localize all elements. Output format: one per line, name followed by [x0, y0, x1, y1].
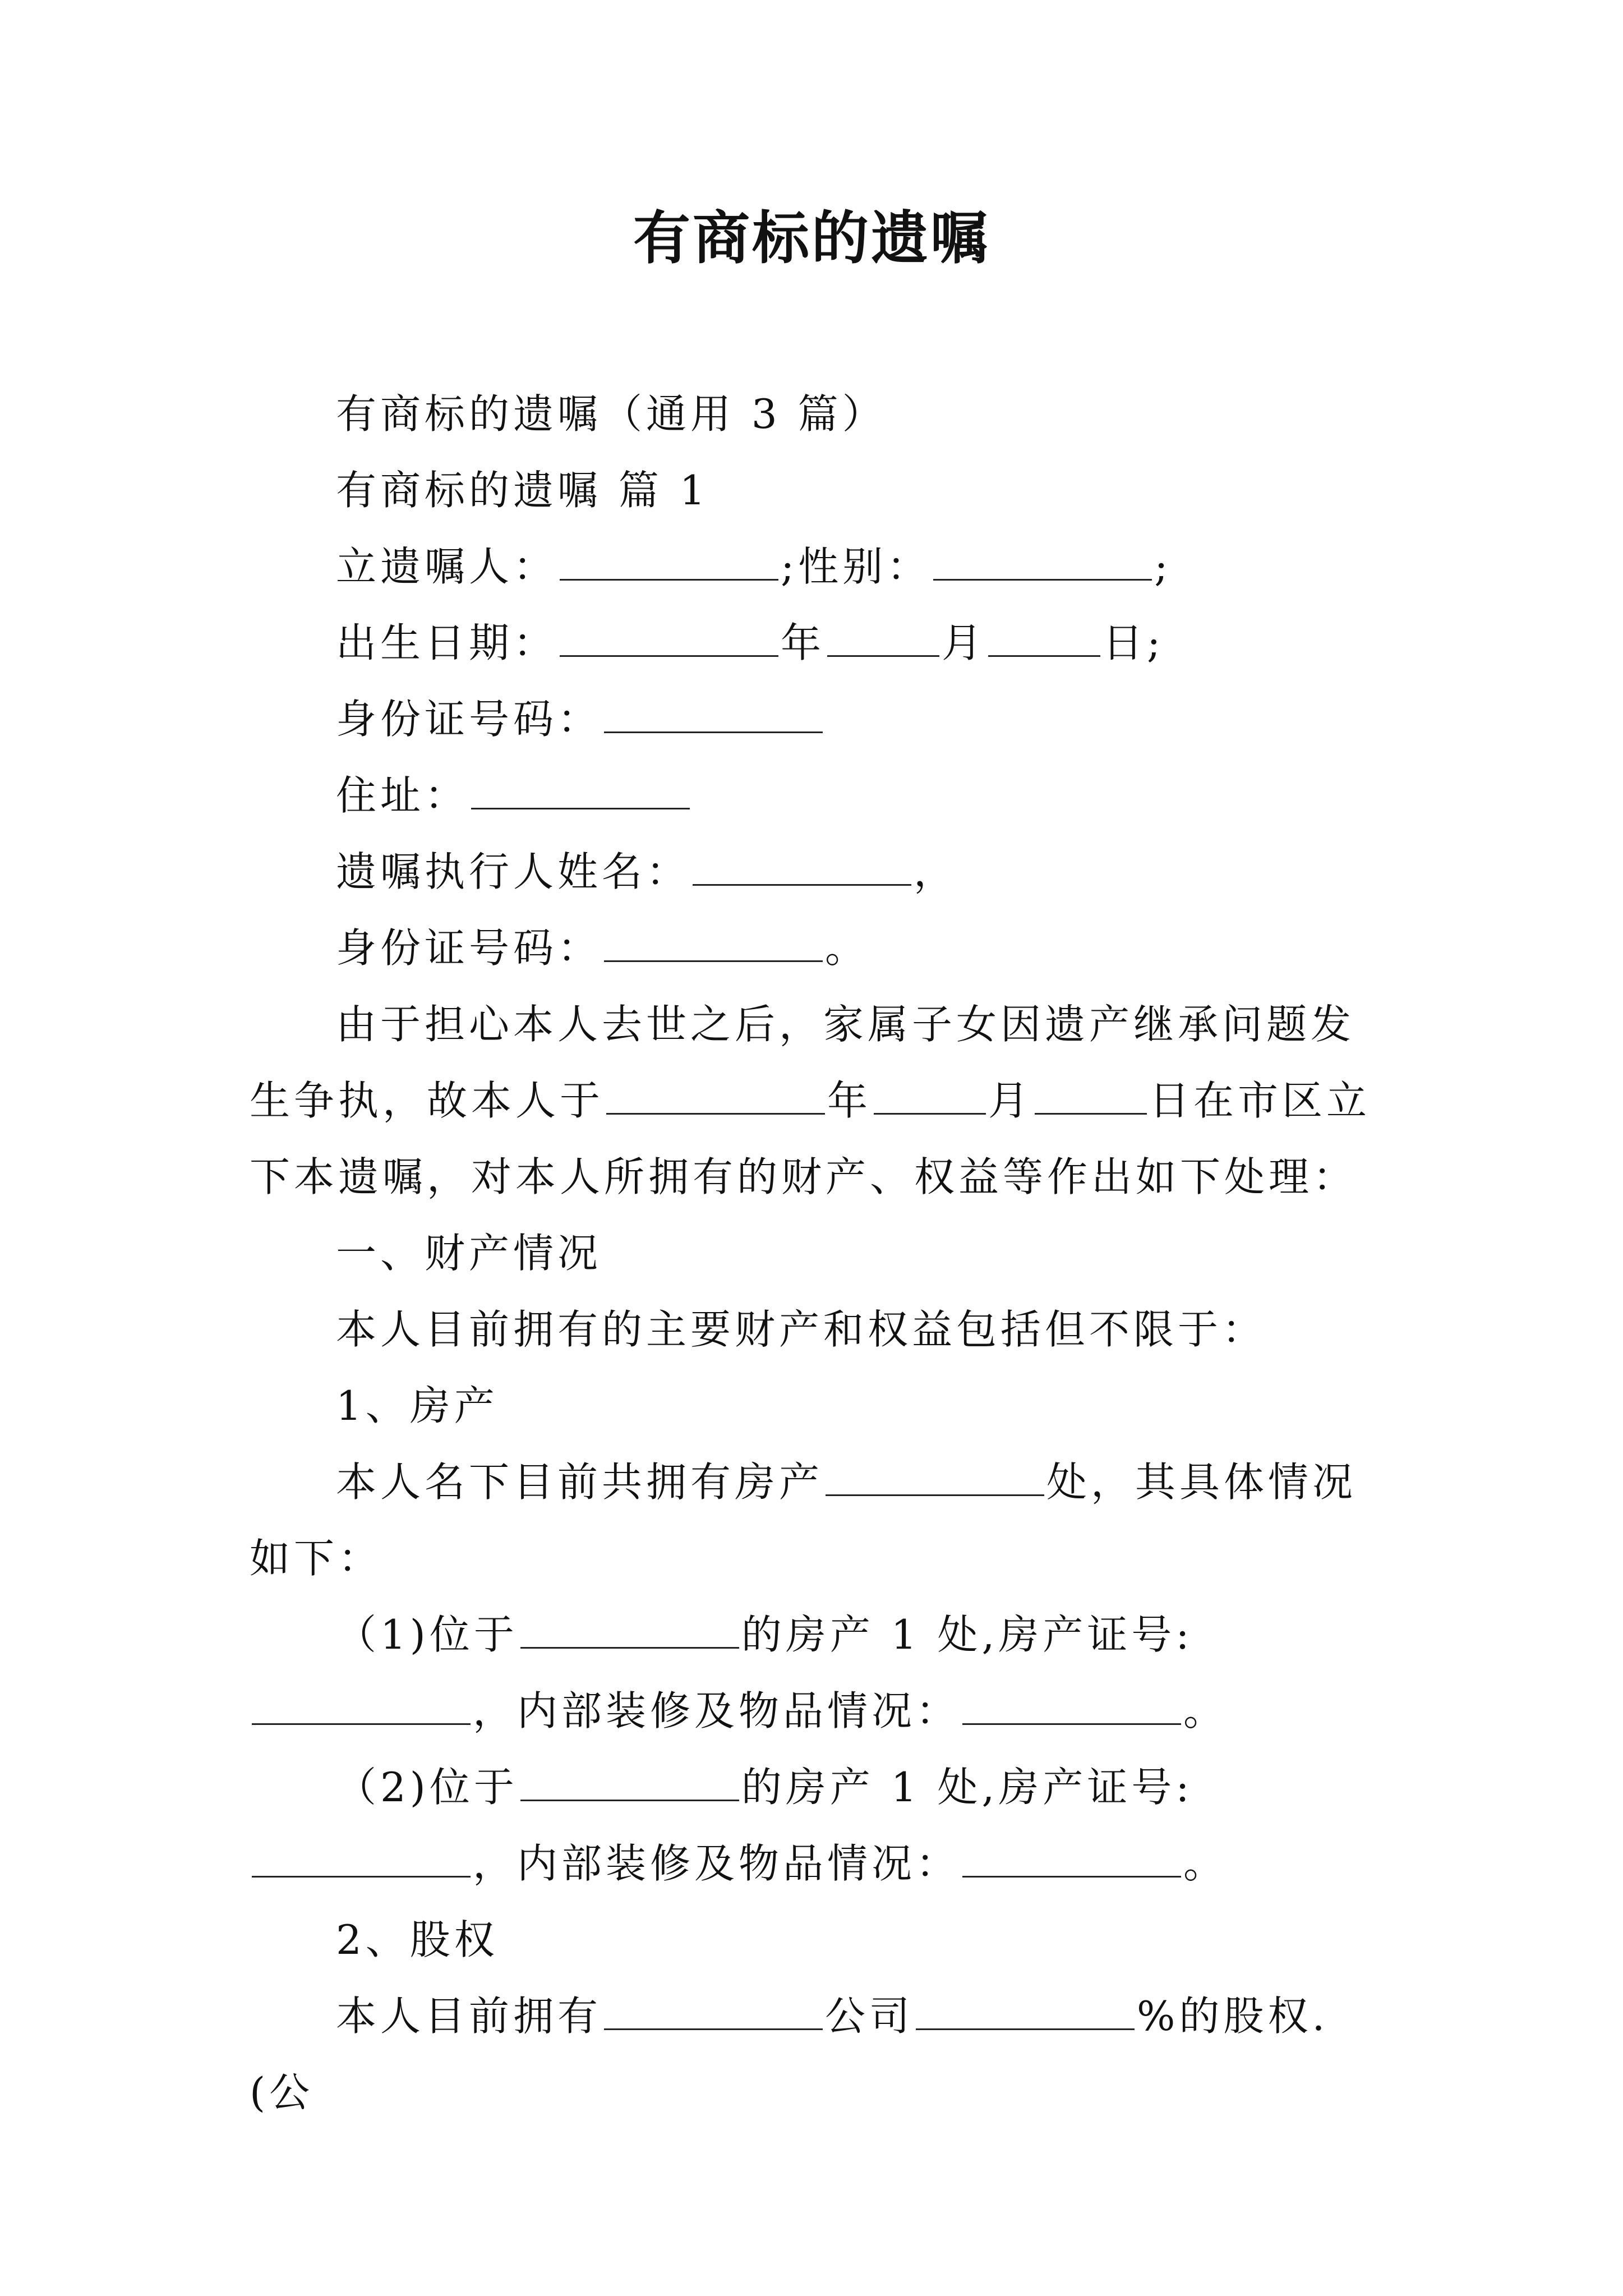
birth-date-line [250, 605, 1377, 681]
item2-mid: 的房产 1 处,房产证号: [741, 1764, 1193, 1811]
will-year-blank[interactable] [606, 1080, 825, 1115]
will-year-label: 年 [827, 1077, 872, 1124]
executor-line [250, 834, 1377, 910]
intro-paragraph [250, 986, 1377, 1215]
item2-prefix: （2)位于 [336, 1764, 518, 1811]
id-label: 身份证号码： [336, 696, 602, 743]
equity-paragraph [250, 1978, 1377, 2131]
period: 。 [825, 924, 870, 972]
house-count-paragraph [250, 1444, 1377, 1596]
gender-label: ;性别： [781, 543, 932, 590]
testator-name-blank[interactable] [560, 546, 778, 581]
month-label: 月 [942, 619, 986, 666]
item1-comma: ， [473, 1687, 518, 1734]
testator-line [250, 528, 1377, 605]
house-item-1 [250, 1596, 1377, 1749]
birth-month-blank[interactable] [827, 623, 939, 657]
gender-blank[interactable] [933, 546, 1152, 581]
item2-location-blank[interactable] [520, 1767, 739, 1801]
year-label: 年 [781, 619, 826, 666]
item2-comma: ， [473, 1840, 518, 1887]
comma: ， [914, 848, 958, 895]
item1-prefix: （1)位于 [336, 1611, 518, 1658]
subtitle: 有商标的遗嘱（通用 3 篇） [336, 390, 887, 438]
equity-heading: 2、股权 [336, 1916, 499, 1963]
document-body [250, 376, 1377, 2131]
address-label: 住址： [336, 772, 469, 819]
item2-cert-blank[interactable] [252, 1843, 471, 1878]
item1-location-blank[interactable] [520, 1614, 739, 1649]
item1-decor-blank[interactable] [962, 1691, 1181, 1725]
property-heading: 一、财产情况 [336, 1230, 602, 1277]
section-heading-line [250, 452, 1377, 528]
item1-cert-blank[interactable] [252, 1691, 471, 1725]
intro-part1: 由于担心本人去世之后，家属子女因遗产继承问题发生争执，故本人于 [250, 1001, 1355, 1124]
intro-part2: 日在市区立下本遗嘱，对本人所拥有的财产、权益等作出如下处理： [250, 1077, 1371, 1200]
section-heading: 有商标的遗嘱 篇 1 [336, 467, 709, 514]
will-month-label: 月 [988, 1077, 1033, 1124]
property-heading-line [250, 1215, 1377, 1291]
testator-label: 立遗嘱人： [336, 543, 558, 590]
semicolon: ; [1154, 543, 1172, 590]
equity-percent-blank[interactable] [916, 1996, 1135, 2030]
equity-company-blank[interactable] [604, 1996, 823, 2030]
address-blank[interactable] [471, 775, 690, 809]
document-title: 有商标的遗嘱 [633, 205, 990, 272]
item2-period: 。 [1183, 1840, 1228, 1887]
house-heading: 1、房产 [336, 1382, 499, 1429]
equity-suffix: %的股权.(公 [250, 1993, 1329, 2116]
will-day-blank[interactable] [1035, 1080, 1147, 1115]
executor-name-blank[interactable] [693, 852, 911, 886]
will-month-blank[interactable] [874, 1080, 986, 1115]
birth-day-blank[interactable] [988, 623, 1100, 657]
house-item-2 [250, 1749, 1377, 1902]
executor-label: 遗嘱执行人姓名： [336, 848, 691, 895]
equity-mid: 公司 [825, 1993, 914, 2040]
equity-prefix: 本人目前拥有 [336, 1993, 602, 2040]
id-line [250, 681, 1377, 757]
property-intro: 本人目前拥有的主要财产和权益包括但不限于： [336, 1306, 1267, 1353]
executor-id-label: 身份证号码： [336, 924, 602, 972]
birth-label: 出生日期： [336, 619, 558, 666]
house-count-blank[interactable] [826, 1462, 1044, 1496]
item2-decor-label: 内部装修及物品情况： [517, 1840, 961, 1887]
item1-period: 。 [1183, 1687, 1228, 1734]
property-intro-line [250, 1291, 1377, 1368]
equity-heading-line [250, 1902, 1377, 1978]
subtitle-line [250, 376, 1377, 452]
item1-mid: 的房产 1 处,房产证号: [741, 1611, 1193, 1658]
item2-decor-blank[interactable] [962, 1843, 1181, 1878]
executor-id-blank[interactable] [604, 928, 823, 962]
house-heading-line [250, 1368, 1377, 1444]
house-count-prefix: 本人名下目前共拥有房产 [336, 1458, 824, 1506]
address-line [250, 757, 1377, 834]
item1-decor-label: 内部装修及物品情况： [517, 1687, 961, 1734]
day-label: 日; [1103, 619, 1165, 666]
id-number-blank[interactable] [604, 699, 823, 733]
birth-year-blank[interactable] [560, 623, 778, 657]
house-count-suffix: 处，其具体情况如下： [250, 1458, 1357, 1582]
executor-id-line [250, 910, 1377, 986]
